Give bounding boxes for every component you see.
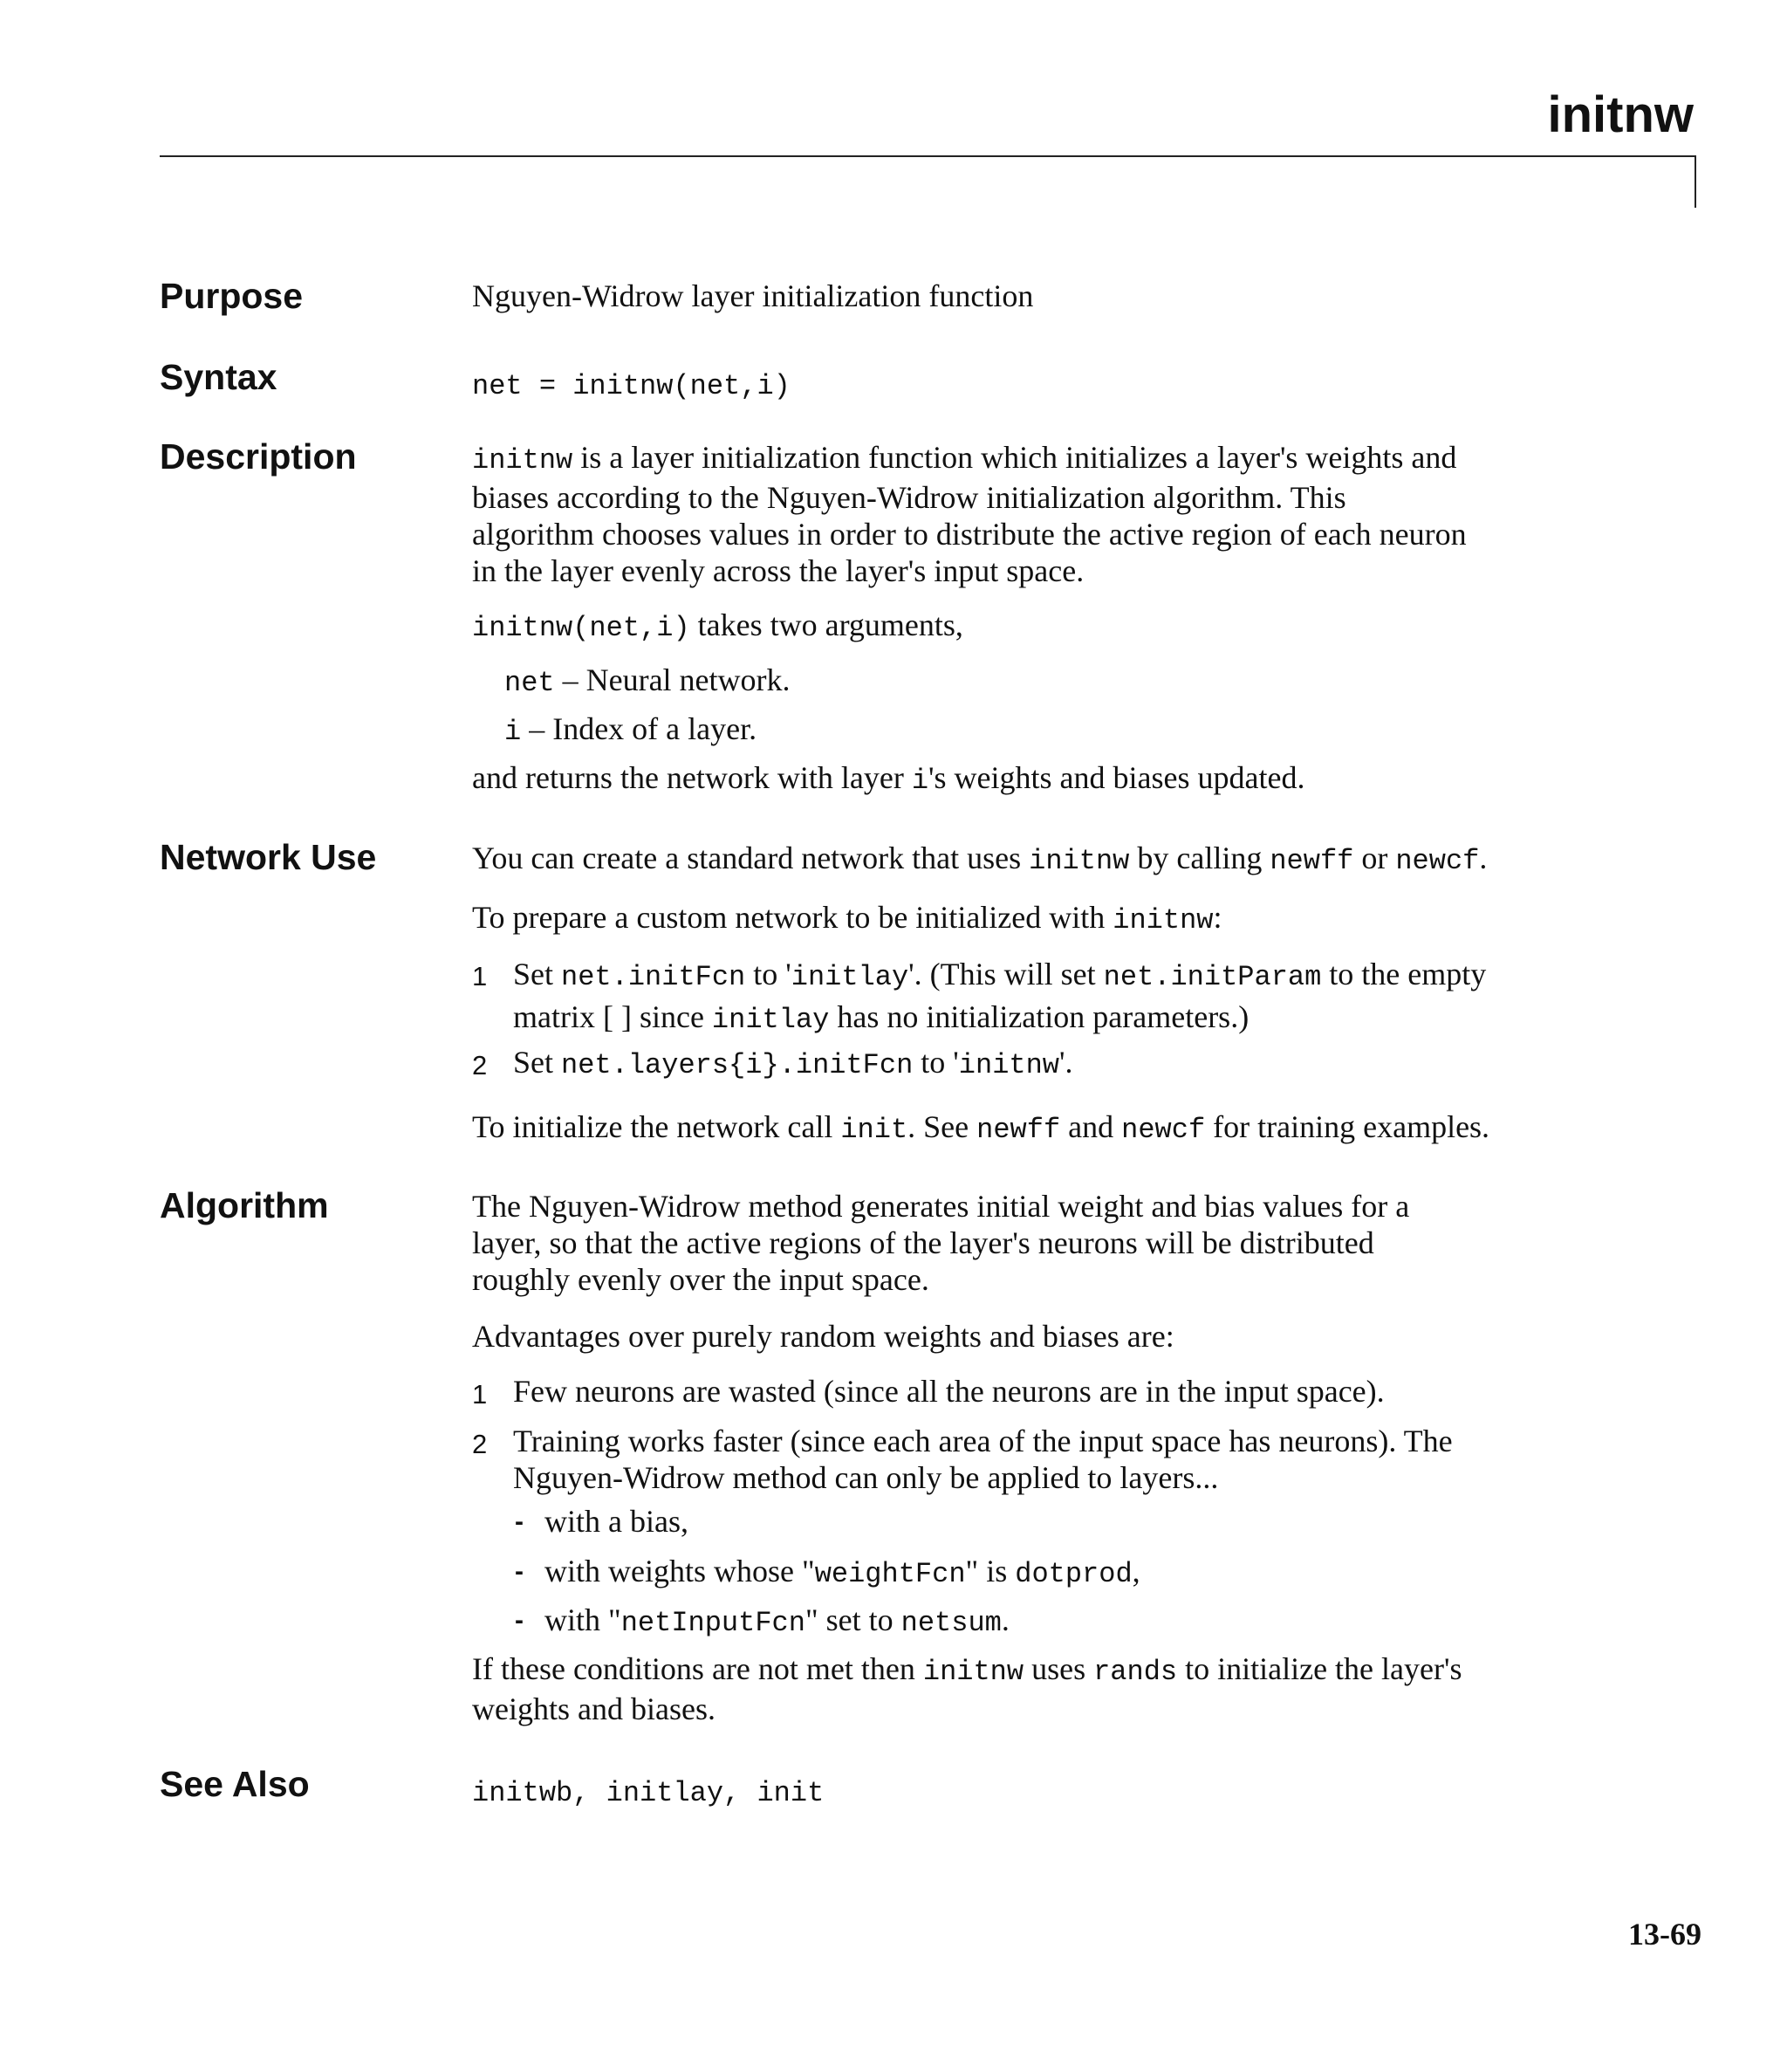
network-use-label: Network Use [160, 837, 377, 877]
subitem2-t2: " is [965, 1554, 1016, 1588]
advantage-number-2: 2 [472, 1429, 488, 1459]
step2-c2: initnw [958, 1049, 1059, 1081]
step1-line2-c1: initlay [711, 1004, 830, 1036]
algorithm-paragraph-3 [472, 1650, 1633, 1727]
nu-p1-t1: You can create a standard network that uses [472, 840, 1030, 875]
nu-p2-c1: initnw [1113, 904, 1214, 937]
description-p3-pre: and returns the network with layer [472, 760, 912, 795]
step1-c1: net.initFcn [561, 961, 746, 993]
argument-i [504, 710, 1665, 751]
description-code-initnw: initnw [472, 444, 573, 477]
algorithm-label: Algorithm [160, 1185, 329, 1225]
nu-p3-c3: newcf [1121, 1114, 1206, 1146]
nu-p3-t4: for training examples. [1205, 1109, 1490, 1144]
network-use-paragraph-2 [472, 899, 1633, 939]
argument-i-code: i [504, 716, 522, 748]
description-code-call: initnw(net,i) [472, 612, 690, 644]
nu-p3-t1: To initialize the network call [472, 1109, 841, 1144]
alg-p3-c1: initnw [922, 1656, 1024, 1688]
subitem-bullet-3: - [515, 1606, 524, 1635]
algorithm-paragraph-1 [472, 1188, 1633, 1298]
description-line-4: in the layer evenly across the layer's input space. [472, 553, 1085, 588]
see-also-code: initwb, initlay, init [472, 1777, 825, 1809]
description-line-3: algorithm chooses values in order to distribute the active region of each neuron [472, 517, 1467, 552]
advantage-1: Few neurons are wasted (since all the neurons are in the input space). [513, 1374, 1385, 1409]
nu-p3-t2: . See [907, 1109, 977, 1144]
description-paragraph-3 [472, 759, 1633, 799]
advantage-2-line-2: Nguyen-Widrow method can only be applied to layers... [513, 1460, 1219, 1495]
alg-p3-line-2: weights and biases. [472, 1691, 715, 1726]
header-rule [160, 155, 1696, 157]
step-1 [513, 956, 1647, 1039]
subitem2-t3: , [1132, 1554, 1140, 1588]
subitem-bullet-2: - [515, 1557, 524, 1586]
see-also-links [472, 1772, 1633, 1812]
alg-p3-t2: uses [1024, 1651, 1094, 1686]
advantage-number-1: 1 [472, 1379, 488, 1410]
step1-line2-t1: matrix [ ] since [513, 999, 712, 1034]
step2-t2: to ' [913, 1045, 959, 1080]
subitem3-t1: with " [544, 1602, 621, 1637]
nu-p3-t3: and [1060, 1109, 1122, 1144]
nu-p1-c2: newff [1270, 845, 1354, 877]
subitem2-c1: weightFcn [814, 1558, 966, 1590]
description-paragraph-2 [472, 607, 1633, 647]
advantage-2-line-1: Training works faster (since each area of the input space has neurons). The [513, 1424, 1453, 1458]
page-number: 13-69 [1628, 1917, 1701, 1952]
step1-t4: to the empty [1321, 957, 1487, 991]
network-use-paragraph-1 [472, 840, 1633, 880]
purpose-text: Nguyen-Widrow layer initialization function [472, 278, 1034, 313]
alg-p3-c2: rands [1093, 1656, 1178, 1688]
step1-c2: initlay [791, 961, 909, 993]
syntax-code-block [472, 365, 1633, 405]
page-title: initnw [1547, 86, 1694, 143]
description-p3-code: i [911, 765, 929, 797]
algorithm-line-2: layer, so that the active regions of the layer's neurons will be distributed [472, 1225, 1374, 1260]
step-number-2: 2 [472, 1050, 488, 1081]
description-p2-text: takes two arguments, [689, 607, 963, 642]
network-use-paragraph-3 [472, 1108, 1633, 1149]
step1-t1: Set [513, 957, 562, 991]
subitem3-c1: netInputFcn [620, 1607, 805, 1639]
step-number-1: 1 [472, 961, 488, 991]
nu-p1-c3: newcf [1395, 845, 1480, 877]
purpose-label: Purpose [160, 276, 304, 316]
subitem-bullet-1: - [515, 1507, 524, 1536]
subitem-3 [544, 1602, 1010, 1642]
nu-p1-t3: or [1353, 840, 1396, 875]
subitem2-c2: dotprod [1015, 1558, 1133, 1590]
subitem2-t1: with weights whose " [544, 1554, 815, 1588]
argument-net [504, 662, 1665, 702]
description-p3-post: 's weights and biases updated. [928, 760, 1305, 795]
step1-c3: net.initParam [1103, 961, 1322, 993]
step1-line2-t2: has no initialization parameters.) [829, 999, 1250, 1034]
argument-net-text: – Neural network. [554, 662, 791, 697]
nu-p1-t4: . [1479, 840, 1488, 875]
alg-p3-t1: If these conditions are not met then [472, 1651, 923, 1686]
syntax-label: Syntax [160, 357, 277, 397]
step1-t2: to ' [745, 957, 791, 991]
step2-c1: net.layers{i}.initFcn [561, 1049, 914, 1081]
subitem3-t3: . [1001, 1602, 1010, 1637]
nu-p3-c2: newff [976, 1114, 1061, 1146]
advantage-2 [513, 1423, 1647, 1496]
step2-t3: '. [1059, 1045, 1073, 1080]
algorithm-paragraph-2: Advantages over purely random weights and biases are: [472, 1319, 1174, 1354]
algorithm-line-3: roughly evenly over the input space. [472, 1262, 929, 1297]
description-line-2: biases according to the Nguyen-Widrow initialization algorithm. This [472, 480, 1346, 515]
subitem3-c2: netsum [900, 1607, 1002, 1639]
description-paragraph-1 [472, 439, 1633, 589]
subitem-2 [544, 1553, 1140, 1593]
step-2 [513, 1044, 1647, 1084]
argument-net-code: net [504, 667, 555, 699]
subitem3-t2: " set to [804, 1602, 901, 1637]
nu-p2-t2: : [1213, 900, 1222, 935]
nu-p2-t1: To prepare a custom network to be initialized with [472, 900, 1113, 935]
argument-i-text: – Index of a layer. [521, 711, 757, 746]
syntax-code: net = initnw(net,i) [472, 370, 791, 402]
algorithm-line-1: The Nguyen-Widrow method generates initial weight and bias values for a [472, 1189, 1410, 1224]
see-also-label: See Also [160, 1764, 310, 1804]
subitem-1: with a bias, [544, 1504, 688, 1539]
step2-t1: Set [513, 1045, 562, 1080]
step1-t3: '. (This will set [908, 957, 1104, 991]
nu-p1-c1: initnw [1029, 845, 1130, 877]
alg-p3-t3: to initialize the layer's [1177, 1651, 1462, 1686]
header-rule-tick [1695, 155, 1696, 208]
description-label: Description [160, 436, 357, 477]
nu-p3-c1: init [840, 1114, 908, 1146]
description-line-1: is a layer initialization function which initializes a layer's weights and [572, 440, 1457, 475]
nu-p1-t2: by calling [1129, 840, 1270, 875]
